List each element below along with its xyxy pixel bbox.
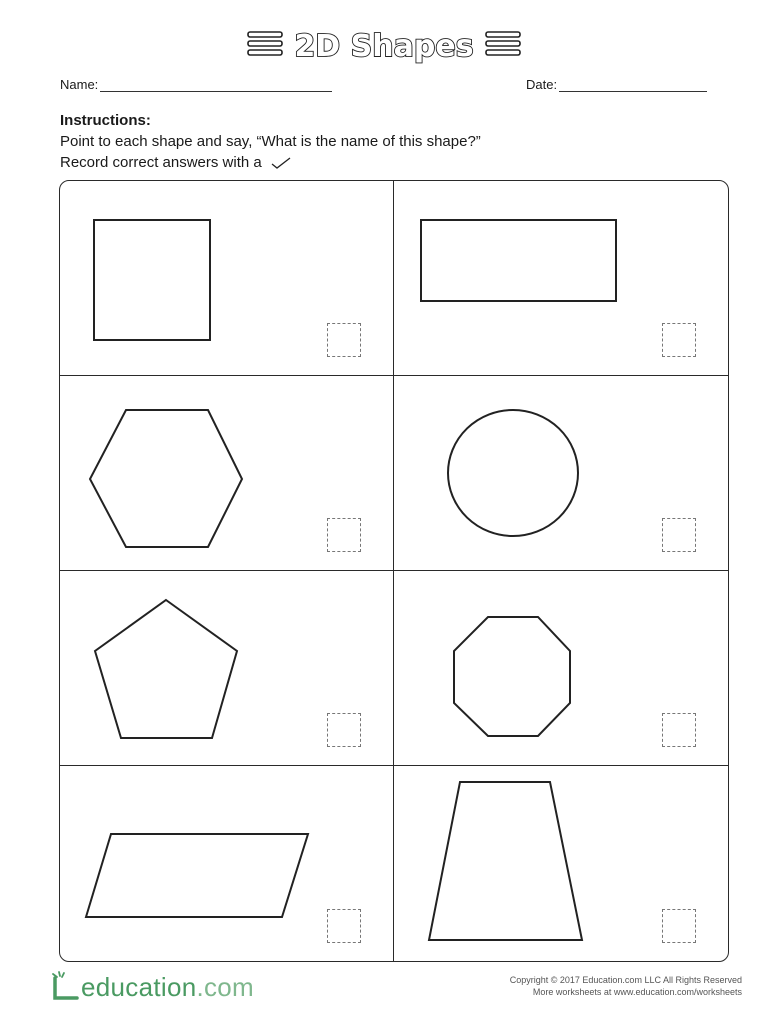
instructions-line-1: Point to each shape and say, “What is the name of this shape?” xyxy=(60,133,481,150)
name-label: Name: xyxy=(60,77,99,92)
logo-main: education xyxy=(81,971,197,1002)
copyright-text: Copyright © 2017 Education.com LLC All Rights Reserved xyxy=(509,975,742,985)
shape-cell-rectangle xyxy=(394,181,728,376)
answer-checkbox[interactable] xyxy=(327,713,361,747)
shape-cell-parallelogram xyxy=(60,766,394,961)
shape-cell-hexagon xyxy=(60,376,394,571)
checkmark-icon xyxy=(270,156,292,170)
footer-copyright xyxy=(510,974,742,998)
name-date-row xyxy=(60,77,710,97)
shape-cell-pentagon xyxy=(60,571,394,766)
shape-cell-circle xyxy=(394,376,728,571)
date-label: Date: xyxy=(526,77,558,92)
instructions-line-2-wrap xyxy=(60,152,481,173)
answer-checkbox[interactable] xyxy=(662,713,696,747)
instructions-line-2: Record correct answers with a xyxy=(60,154,262,171)
instructions xyxy=(60,110,481,173)
title-text: 2D Shapes xyxy=(294,29,474,64)
education-logo[interactable] xyxy=(45,970,254,1004)
date-line[interactable] xyxy=(559,77,707,92)
shape-cell-square xyxy=(60,181,394,376)
answer-checkbox[interactable] xyxy=(662,323,696,357)
more-worksheets-text[interactable]: More worksheets at www.education.com/worksheets xyxy=(532,987,742,997)
shape-cell-octagon xyxy=(394,571,728,766)
shapes-grid xyxy=(59,180,729,962)
shape-cell-trapezoid xyxy=(394,766,728,961)
left-bars-icon xyxy=(248,32,282,55)
answer-checkbox[interactable] xyxy=(327,323,361,357)
worksheet-title xyxy=(0,22,768,72)
right-bars-icon xyxy=(486,32,520,55)
logo-suffix: .com xyxy=(196,971,255,1002)
answer-checkbox[interactable] xyxy=(327,909,361,943)
education-logo-icon xyxy=(45,970,81,1004)
date-field[interactable] xyxy=(526,77,707,92)
name-line[interactable] xyxy=(100,77,332,92)
logo-text xyxy=(81,972,254,1003)
answer-checkbox[interactable] xyxy=(327,518,361,552)
answer-checkbox[interactable] xyxy=(662,518,696,552)
answer-checkbox[interactable] xyxy=(662,909,696,943)
instructions-heading: Instructions: xyxy=(60,112,151,129)
title-decoration xyxy=(0,22,768,72)
name-field[interactable] xyxy=(60,77,332,92)
